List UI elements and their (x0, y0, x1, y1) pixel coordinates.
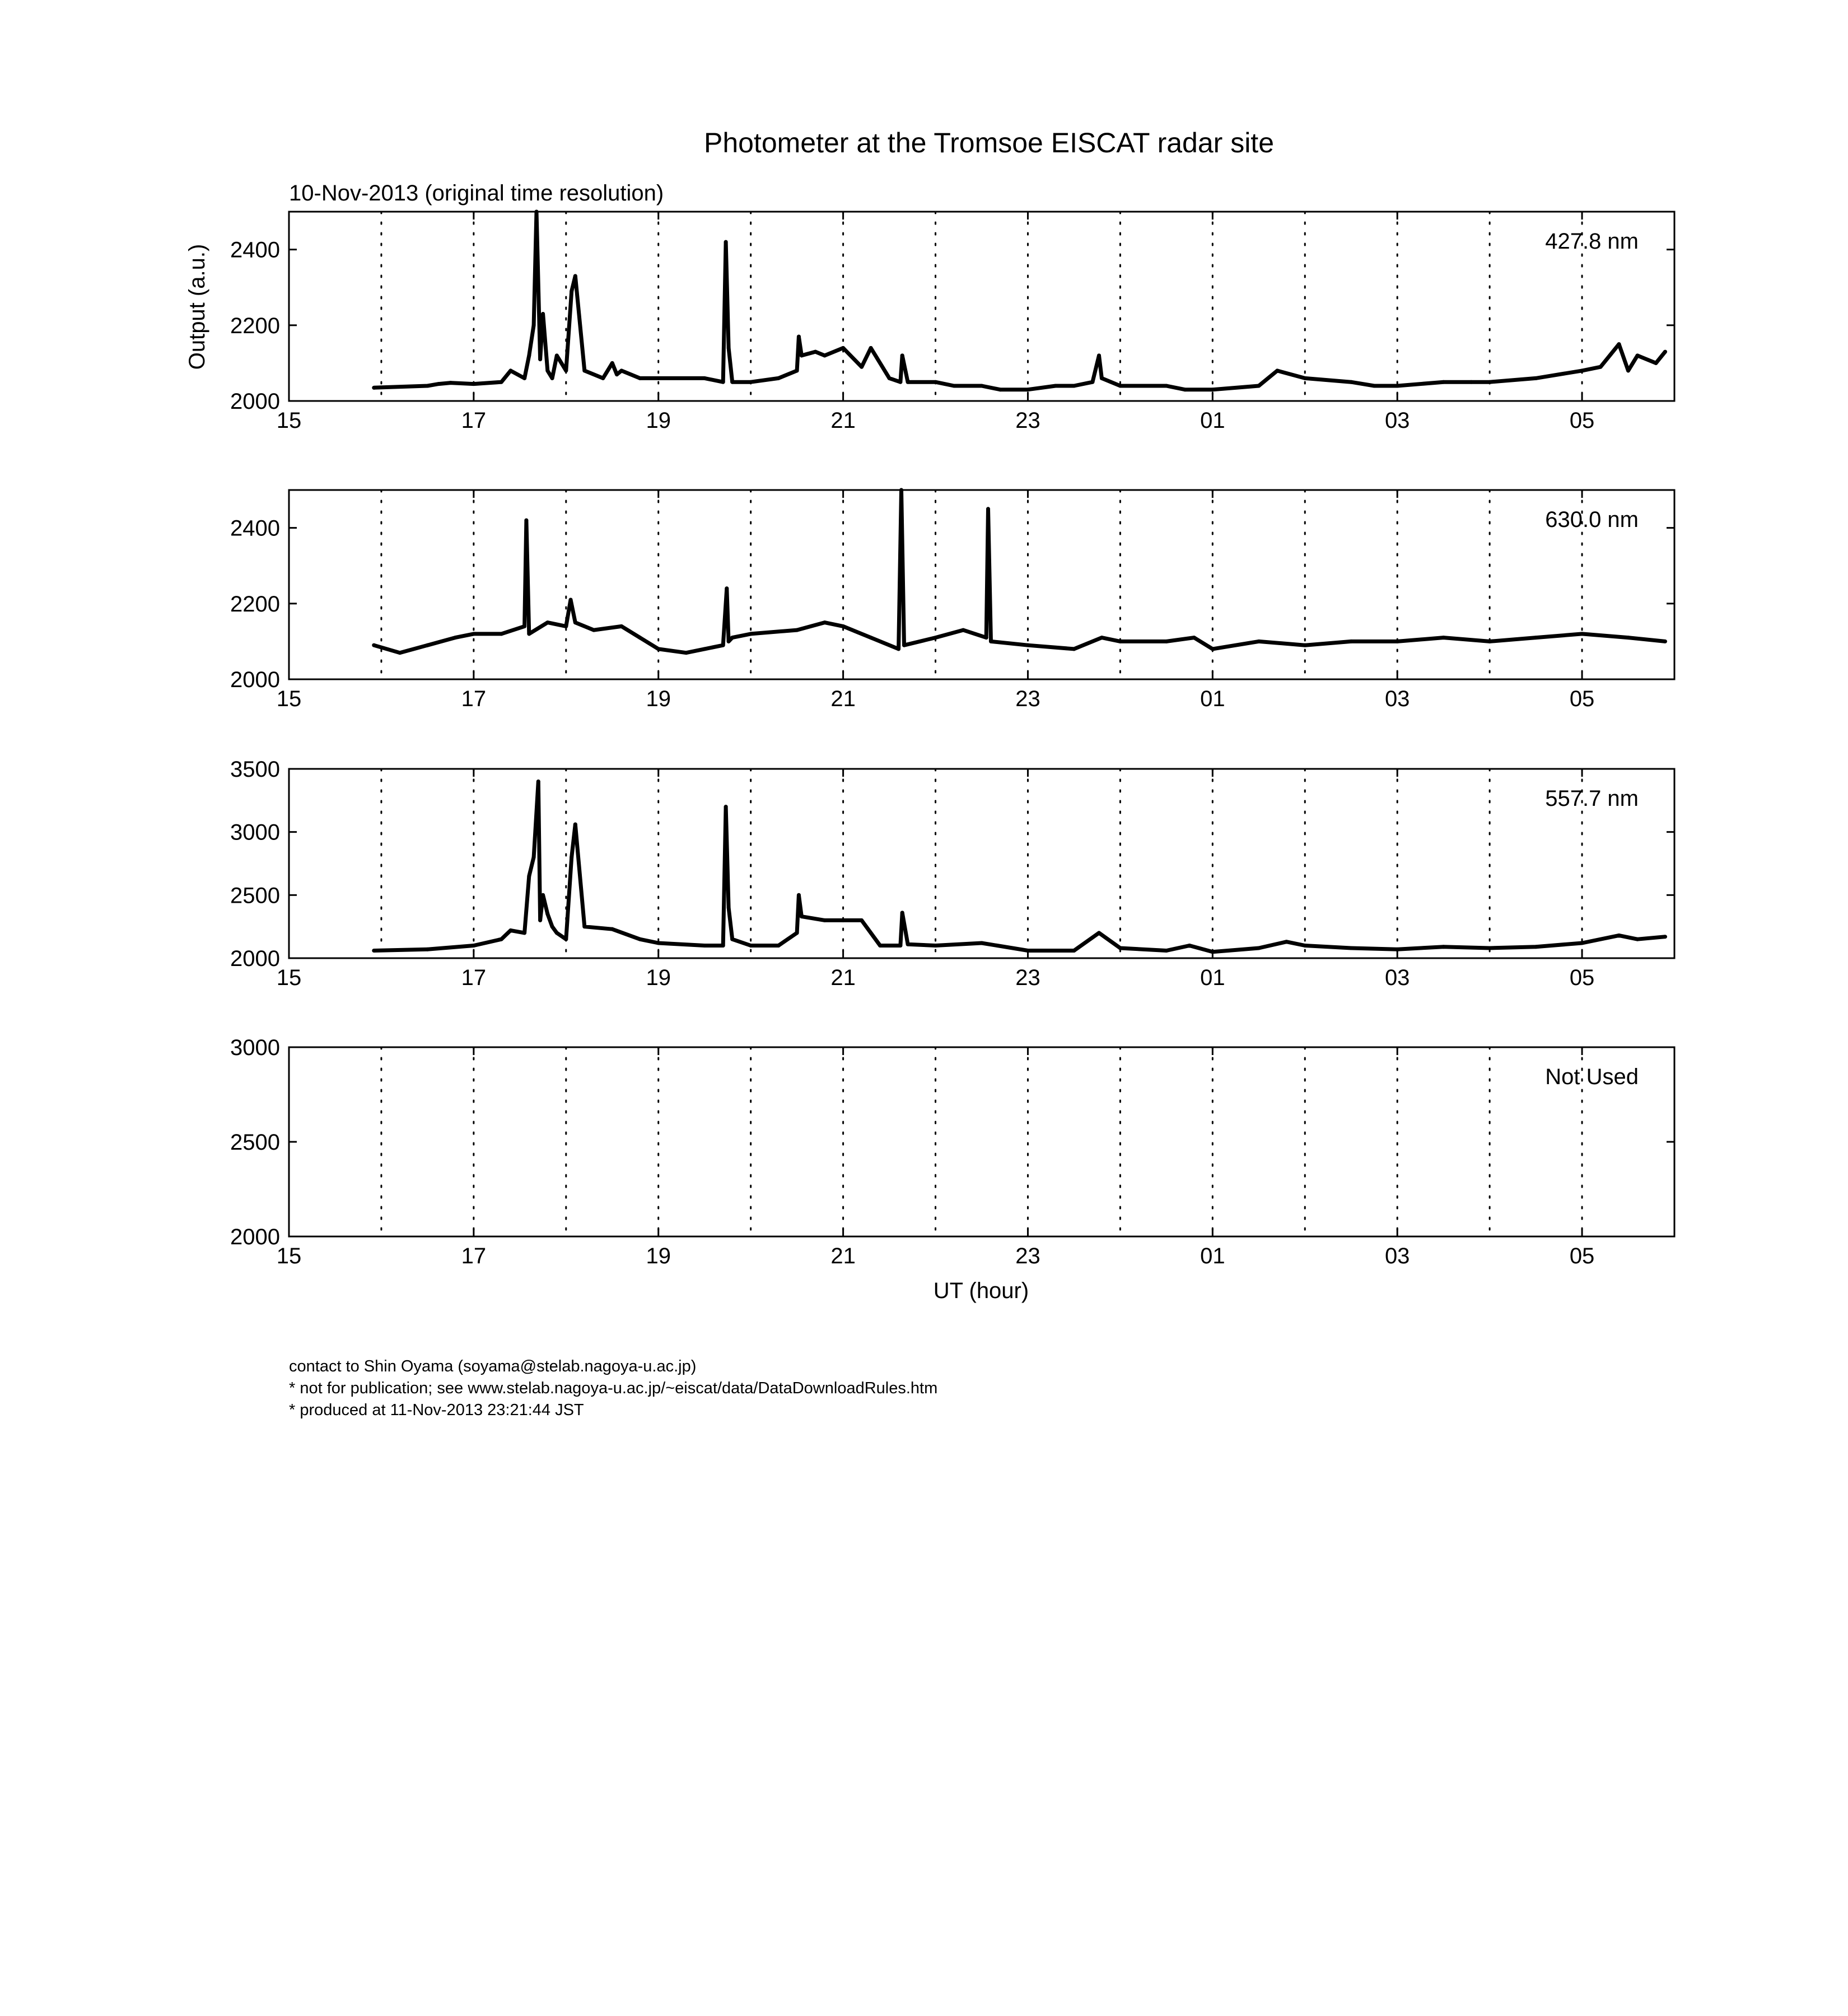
data-point (532, 855, 536, 859)
data-point (426, 948, 430, 951)
data-point (1580, 632, 1584, 636)
data-point (989, 640, 993, 643)
data-point (800, 353, 804, 357)
data-point (638, 376, 642, 380)
data-point (550, 376, 554, 380)
data-point (1663, 640, 1667, 643)
data-point (1118, 384, 1122, 388)
data-point (1257, 946, 1261, 950)
data-point (524, 519, 528, 522)
data-point (1090, 380, 1094, 384)
x-tick-label: 21 (830, 687, 856, 711)
x-tick-label: 05 (1569, 408, 1595, 433)
data-point (1053, 384, 1057, 388)
data-point (727, 906, 731, 909)
data-point (1488, 380, 1492, 384)
data-point (898, 944, 902, 948)
data-point (545, 912, 549, 916)
series-line (374, 212, 1665, 390)
data-point (721, 643, 725, 647)
x-tick-label: 17 (461, 1244, 487, 1268)
data-point (899, 488, 903, 492)
x-tick-label: 03 (1384, 1244, 1410, 1268)
data-point (795, 628, 799, 632)
data-point (1372, 384, 1376, 388)
data-point (555, 353, 559, 357)
data-point (797, 893, 801, 897)
x-tick-label: 17 (461, 408, 487, 433)
footer-contact: contact to Shin Oyama (soyama@stelab.nagoya-u.ac.jp) (289, 1357, 697, 1375)
data-point (1275, 368, 1279, 372)
x-tick-label: 23 (1015, 1244, 1040, 1268)
data-point (527, 632, 531, 636)
data-point (656, 941, 660, 945)
x-tick-label: 05 (1569, 965, 1595, 990)
data-point (1534, 636, 1538, 640)
data-point (1396, 384, 1399, 388)
data-point (1192, 636, 1196, 640)
data-point (777, 376, 781, 380)
data-point (508, 928, 512, 932)
data-point (749, 380, 753, 384)
y-tick-label: 2000 (230, 946, 280, 971)
data-point (573, 620, 577, 624)
data-point (1349, 380, 1353, 384)
data-point (545, 368, 549, 372)
series-line (374, 490, 1665, 653)
data-point (860, 365, 864, 369)
data-point (555, 931, 559, 935)
data-point (372, 643, 376, 647)
data-point (656, 647, 660, 651)
data-point (1534, 945, 1538, 949)
y-tick-label: 2000 (230, 1225, 280, 1249)
data-point (522, 376, 526, 380)
data-point (1654, 361, 1658, 365)
data-point (998, 388, 1002, 391)
panel-3 (230, 1035, 1674, 1268)
data-point (934, 636, 937, 640)
data-point (472, 382, 475, 386)
data-point (952, 384, 956, 388)
data-point (610, 927, 614, 931)
data-point (1164, 384, 1168, 388)
data-point (656, 376, 660, 380)
chart-title: Photometer at the Tromsoe EISCAT radar site (703, 127, 1275, 158)
data-point (703, 944, 707, 948)
x-tick-label: 19 (646, 687, 671, 711)
data-point (841, 624, 845, 628)
panel-2 (230, 757, 1674, 990)
data-point (897, 647, 900, 651)
data-point (550, 925, 554, 928)
data-point (564, 937, 568, 941)
data-point (472, 944, 475, 948)
data-point (545, 620, 549, 624)
data-point (372, 949, 376, 953)
y-tick-label: 2400 (230, 237, 280, 263)
data-point (725, 586, 729, 590)
data-point (569, 598, 573, 602)
data-point (1211, 647, 1215, 651)
data-point (1211, 388, 1215, 391)
data-point (1164, 949, 1168, 953)
data-point (582, 368, 586, 372)
data-point (1349, 946, 1353, 950)
data-point (1100, 376, 1104, 380)
data-point (684, 651, 688, 655)
y-tick-label: 3000 (230, 1035, 280, 1060)
data-point (962, 628, 965, 632)
data-point (906, 942, 910, 946)
data-point (1617, 342, 1621, 346)
data-point (1441, 636, 1445, 640)
data-point (1164, 640, 1168, 643)
data-point (522, 931, 526, 935)
x-tick-label: 21 (830, 965, 856, 990)
data-point (437, 382, 441, 386)
data-point (1663, 350, 1667, 354)
data-point (980, 941, 984, 945)
data-point (582, 925, 586, 928)
data-point (538, 918, 542, 922)
data-point (500, 380, 503, 384)
data-point (795, 368, 799, 372)
data-point (449, 381, 452, 385)
data-point (1303, 944, 1307, 948)
data-point (1183, 388, 1187, 391)
data-point (1617, 934, 1621, 937)
data-point (564, 624, 568, 628)
data-point (372, 386, 376, 390)
data-point (869, 636, 873, 640)
data-point (426, 643, 430, 647)
panel-1 (230, 488, 1674, 712)
data-point (1100, 636, 1104, 640)
data-point (541, 893, 545, 897)
x-tick-label: 15 (276, 408, 302, 433)
data-point (727, 346, 731, 350)
data-point (1636, 353, 1640, 357)
data-point (619, 368, 623, 372)
y-tick-label: 2500 (230, 883, 280, 908)
data-point (749, 944, 753, 948)
data-point (1303, 643, 1307, 647)
chart-panels (230, 210, 1674, 1269)
x-tick-label: 01 (1200, 1244, 1225, 1268)
data-point (1026, 949, 1030, 953)
data-point (730, 380, 734, 384)
data-point (541, 312, 545, 316)
y-tick-label: 3000 (230, 820, 280, 845)
data-point (1349, 640, 1353, 643)
data-point (532, 323, 536, 327)
series-label: 630.0 nm (1545, 507, 1639, 532)
data-point (898, 380, 902, 384)
data-point (615, 372, 619, 376)
data-point (1026, 643, 1030, 647)
y-tick-label: 2000 (230, 389, 280, 414)
data-point (527, 874, 531, 878)
chart-subtitle: 10-Nov-2013 (original time resolution) (289, 181, 664, 206)
footer-notice: * not for publication; see www.stelab.nagoya-u.ac.jp/~eiscat/data/DataDownloadRules.htm (289, 1379, 938, 1397)
x-tick-label: 21 (830, 408, 856, 433)
data-point (573, 823, 577, 827)
x-tick-label: 19 (646, 408, 671, 433)
x-tick-label: 17 (461, 687, 487, 711)
x-tick-label: 05 (1569, 687, 1595, 711)
data-point (814, 350, 818, 354)
data-point (1072, 647, 1076, 651)
data-point (535, 210, 539, 214)
data-point (522, 624, 526, 628)
data-point (610, 361, 614, 365)
series-label: 557.7 nm (1545, 786, 1639, 811)
data-point (1257, 640, 1261, 643)
data-point (538, 357, 542, 361)
data-point (1118, 946, 1122, 950)
y-tick-label: 2200 (230, 313, 280, 338)
data-point (536, 780, 540, 783)
data-point (453, 636, 457, 640)
data-point (500, 937, 503, 941)
data-point (823, 353, 827, 357)
data-point (527, 353, 531, 357)
y-tick-label: 2500 (230, 1130, 280, 1155)
plot-frame (289, 1047, 1674, 1236)
data-point (1026, 388, 1030, 391)
data-point (900, 911, 904, 914)
x-tick-label: 23 (1015, 687, 1040, 711)
y-axis-label: Output (a.u.) (185, 244, 209, 370)
series-label: Not Used (1545, 1065, 1639, 1089)
data-point (730, 937, 734, 941)
data-point (1072, 384, 1076, 388)
data-point (906, 380, 910, 384)
data-point (1599, 365, 1603, 369)
x-tick-label: 03 (1384, 408, 1410, 433)
x-tick-label: 15 (276, 687, 302, 711)
data-point (749, 632, 753, 636)
plot-frame (289, 769, 1674, 958)
x-tick-label: 19 (646, 1244, 671, 1268)
data-point (800, 914, 804, 918)
data-point (1626, 368, 1630, 372)
data-point (841, 918, 845, 922)
data-point (869, 346, 873, 350)
data-point (1636, 937, 1640, 941)
data-point (1285, 940, 1289, 944)
data-point (902, 643, 906, 647)
data-point (721, 944, 725, 948)
series-label: 427.8 nm (1545, 229, 1639, 254)
data-point (795, 931, 799, 935)
data-point (570, 855, 573, 859)
data-point (1303, 376, 1307, 380)
x-tick-label: 23 (1015, 408, 1040, 433)
data-point (797, 335, 801, 339)
panel-0 (230, 210, 1674, 433)
data-point (508, 368, 512, 372)
data-point (730, 636, 734, 640)
data-point (986, 507, 990, 511)
data-point (1534, 376, 1538, 380)
data-point (980, 384, 984, 388)
y-tick-label: 2000 (230, 668, 280, 692)
x-tick-label: 19 (646, 965, 671, 990)
data-point (823, 620, 827, 624)
x-tick-label: 03 (1384, 687, 1410, 711)
data-point (1211, 950, 1215, 954)
data-point (823, 918, 827, 922)
data-point (638, 636, 642, 640)
data-point (1488, 946, 1492, 950)
plot-frame (289, 212, 1674, 401)
footer-produced: * produced at 11-Nov-2013 23:21:44 JST (289, 1401, 584, 1419)
data-point (703, 647, 707, 651)
data-point (1441, 945, 1445, 949)
data-point (1072, 949, 1076, 953)
plot-frame (289, 490, 1674, 679)
data-point (724, 805, 728, 809)
data-point (1488, 640, 1492, 643)
y-tick-label: 2400 (230, 516, 280, 541)
data-point (1469, 380, 1473, 384)
x-tick-label: 05 (1569, 1244, 1595, 1268)
data-point (934, 380, 937, 384)
data-point (426, 384, 430, 388)
data-point (727, 640, 731, 643)
data-point (472, 632, 475, 636)
data-point (703, 376, 707, 380)
data-point (1097, 353, 1101, 357)
x-tick-label: 01 (1200, 965, 1225, 990)
data-point (1097, 931, 1101, 935)
data-point (500, 632, 503, 636)
data-point (900, 353, 904, 357)
data-point (573, 274, 577, 278)
data-point (398, 651, 402, 655)
x-tick-label: 03 (1384, 965, 1410, 990)
data-point (564, 368, 568, 372)
data-point (1396, 640, 1399, 643)
data-point (592, 628, 596, 632)
data-point (984, 636, 988, 640)
data-point (1257, 384, 1261, 388)
data-point (777, 944, 781, 948)
series-line (374, 782, 1665, 952)
data-point (619, 624, 623, 628)
y-tick-label: 2200 (230, 591, 280, 617)
data-point (1118, 640, 1122, 643)
data-point (1626, 636, 1630, 640)
data-point (1441, 380, 1445, 384)
data-point (878, 944, 882, 948)
x-tick-label: 23 (1015, 965, 1040, 990)
data-point (724, 240, 728, 244)
data-point (638, 937, 642, 941)
data-point (888, 376, 892, 380)
data-point (934, 944, 937, 948)
data-point (721, 380, 725, 384)
data-point (1188, 944, 1192, 948)
data-point (570, 289, 573, 293)
data-point (1396, 948, 1399, 951)
x-tick-label: 01 (1200, 408, 1225, 433)
x-axis-label: UT (hour) (933, 1278, 1029, 1303)
x-tick-label: 01 (1200, 687, 1225, 711)
x-tick-label: 17 (461, 965, 487, 990)
data-point (1580, 941, 1584, 945)
data-point (601, 376, 605, 380)
x-tick-label: 15 (276, 965, 302, 990)
data-point (1663, 935, 1667, 939)
y-tick-label: 3500 (230, 757, 280, 782)
x-tick-label: 15 (276, 1244, 302, 1268)
x-tick-label: 21 (830, 1244, 856, 1268)
data-point (841, 346, 845, 350)
data-point (860, 918, 864, 922)
data-point (1580, 368, 1584, 372)
